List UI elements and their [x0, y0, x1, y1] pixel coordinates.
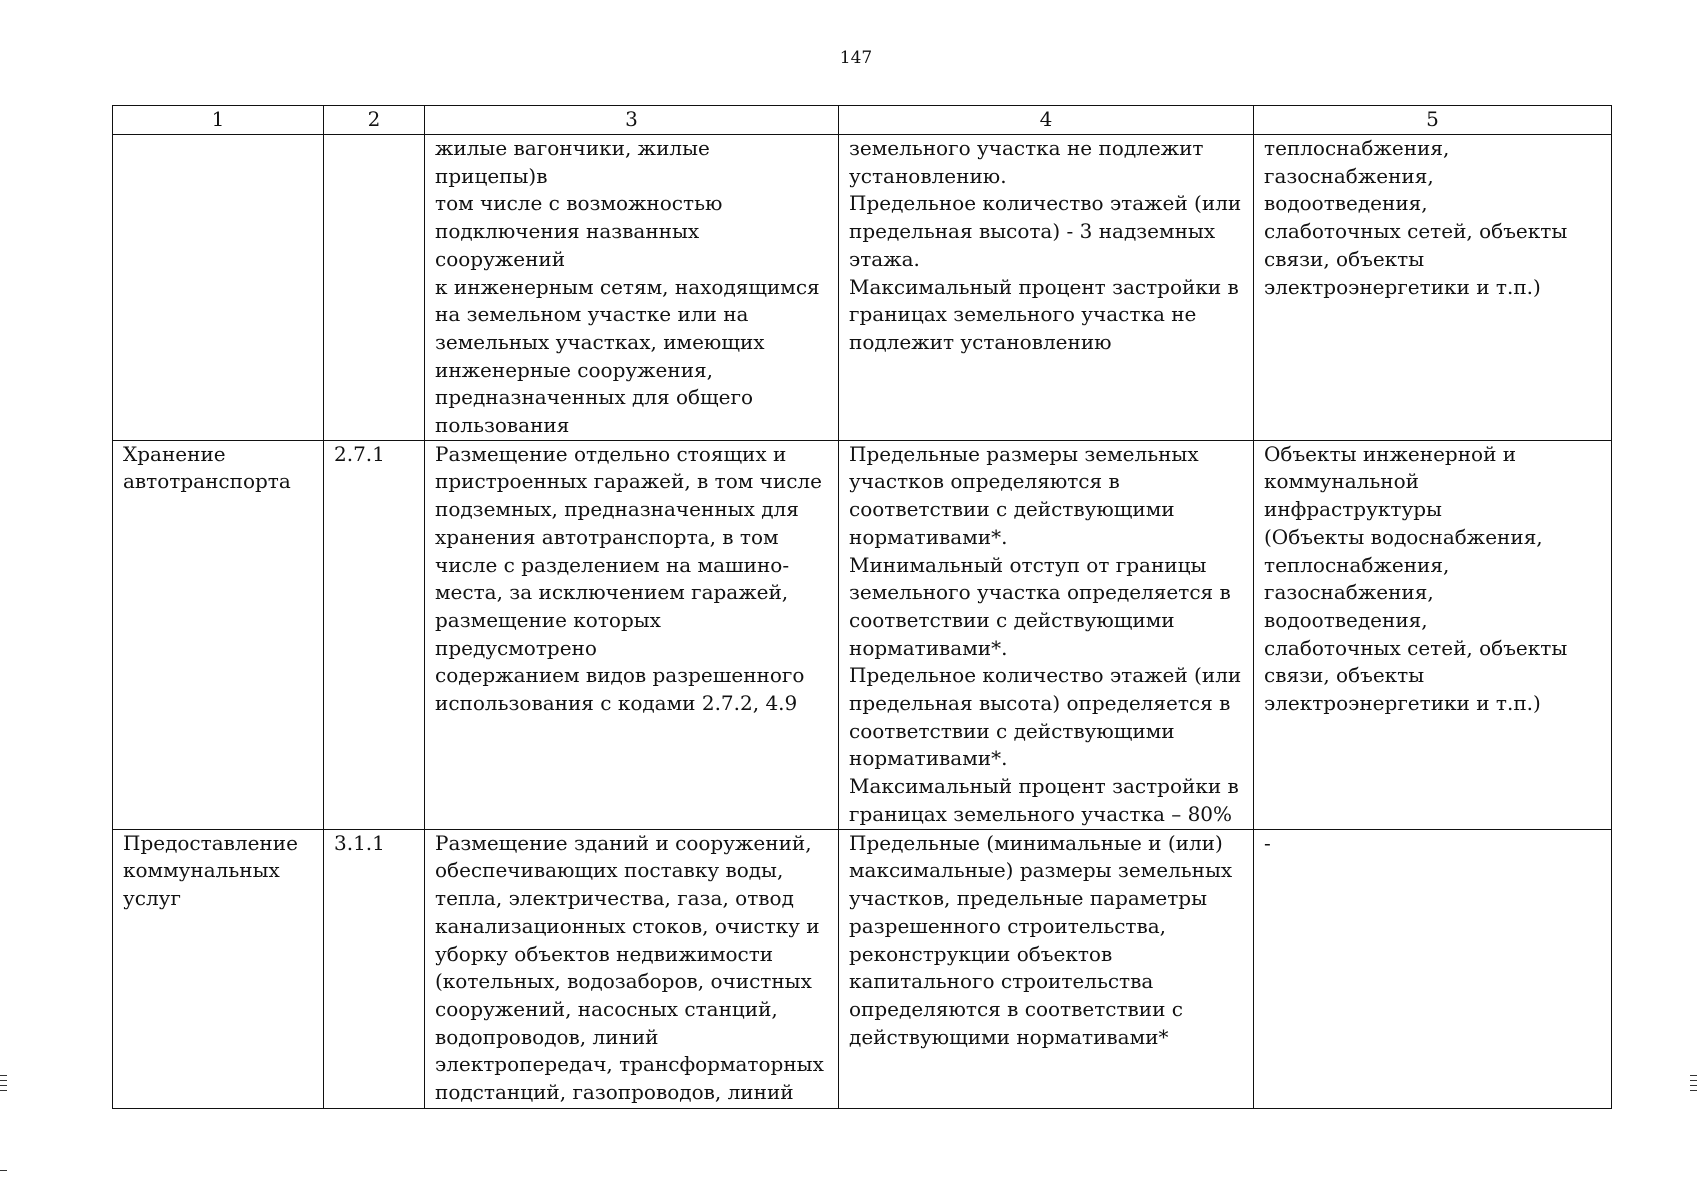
- column-header-5: 5: [1254, 106, 1612, 135]
- cell-use-description: Размещение зданий и сооружений, обеспечивающих поставку воды, тепла, электричества, газа, отвод канализационных стоков, очистку и уборку объектов недвижимости (котельных, водозаборов, очистных сооружений, насосных станций, водопроводов, линий электропередач, трансформаторных подстанций, газопроводов, линий: [425, 829, 839, 1108]
- right-margin-mark: [1690, 1085, 1697, 1086]
- cell-parameters: Предельные размеры земельных участков определяются в соответствии с действующими нормативами*. Минимальный отступ от границы земельного участка определяется в соответствии с действующими нормативами*. Предельное количество этажей (или предельная высота) определяется в соответствии с действующими нормативами*. Максимальный процент застройки в границах земельного участка – 80%: [839, 440, 1254, 829]
- cell-permitted-objects: Объекты инженерной и коммунальной инфраструктуры (Объекты водоснабжения, теплоснабжения, газоснабжения, водоотведения, слаботочных сетей, объекты связи, объекты электроэнергетики и т.п.): [1254, 440, 1612, 829]
- right-margin-mark: [1690, 1090, 1697, 1091]
- cell-use-name: [113, 135, 324, 441]
- cell-use-code: 2.7.1: [324, 440, 425, 829]
- cell-use-description: жилые вагончики, жилые прицепы)в том числе с возможностью подключения названных сооружений к инженерным сетям, находящимся на земельном участке или на земельных участках, имеющих инженерные сооружения, предназначенных для общего пользования: [425, 135, 839, 441]
- cell-use-description: Размещение отдельно стоящих и пристроенных гаражей, в том числе подземных, предназначенных для хранения автотранспорта, в том числе с разделением на машино- места, за исключением гаражей, размещение которых предусмотрено содержанием видов разрешенного использования с кодами 2.7.2, 4.9: [425, 440, 839, 829]
- right-margin-mark: [1690, 1075, 1697, 1076]
- cell-parameters: Предельные (минимальные и (или) максимальные) размеры земельных участков, предельные параметры разрешенного строительства, реконструкции объектов капитального строительства определяются в соответствии с действующими нормативами*: [839, 829, 1254, 1108]
- left-margin-mark: [0, 1080, 7, 1081]
- column-header-2: 2: [324, 106, 425, 135]
- cell-permitted-objects: -: [1254, 829, 1612, 1108]
- table-row-continuation: [113, 135, 1612, 441]
- cell-use-code: [324, 135, 425, 441]
- column-header-3: 3: [425, 106, 839, 135]
- right-margin-mark: [1690, 1080, 1697, 1081]
- cell-use-code: 3.1.1: [324, 829, 425, 1108]
- left-margin-mark: [0, 1085, 7, 1086]
- left-margin-mark: [0, 1075, 7, 1076]
- table-row-vehicle-storage: [113, 440, 1612, 829]
- cell-parameters: земельного участка не подлежит установлению. Предельное количество этажей (или предельная высота) - 3 надземных этажа. Максимальный процент застройки в границах земельного участка не подлежит установлению: [839, 135, 1254, 441]
- table-header-row: [113, 106, 1612, 135]
- cell-use-name: Предоставление коммунальных услуг: [113, 829, 324, 1108]
- left-margin-mark: [0, 1090, 7, 1091]
- cell-permitted-objects: теплоснабжения, газоснабжения, водоотведения, слаботочных сетей, объекты связи, объекты электроэнергетики и т.п.): [1254, 135, 1612, 441]
- column-header-1: 1: [113, 106, 324, 135]
- left-margin-mark: [0, 1170, 7, 1171]
- column-header-4: 4: [839, 106, 1254, 135]
- table-row-utility-services: [113, 829, 1612, 1108]
- cell-use-name: Хранение автотранспорта: [113, 440, 324, 829]
- page-number: 147: [839, 48, 873, 68]
- land-use-table: [112, 105, 1612, 1109]
